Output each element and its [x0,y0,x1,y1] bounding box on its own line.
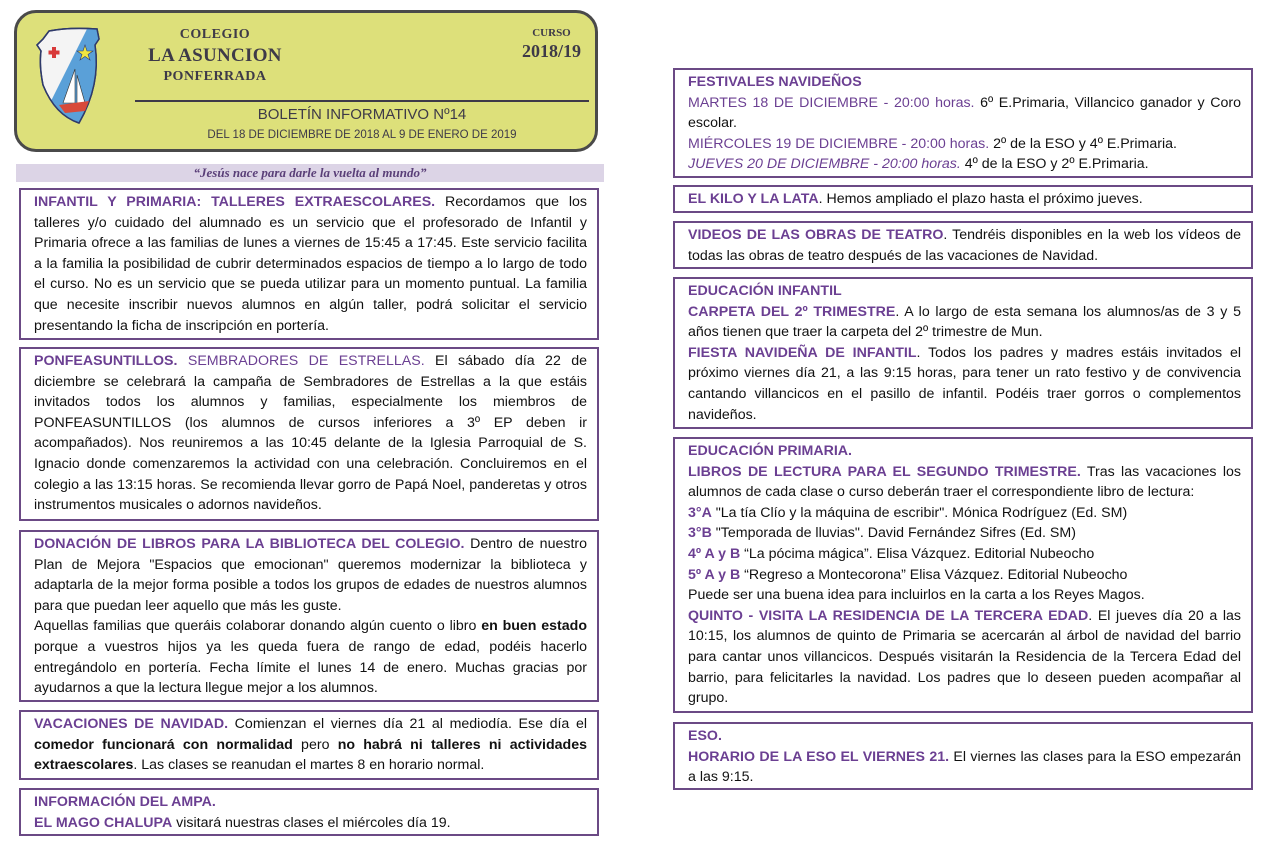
bold-text: no habrá ni talleres ni actividades extraescolares [34,736,587,774]
section-educacion-infantil [673,277,1253,429]
section-heading: INFORMACIÓN DEL AMPA. [34,794,216,810]
section-heading: FESTIVALES NAVIDEÑOS [688,74,862,90]
school-name-line2: LA ASUNCION [148,45,282,66]
section-heading: EL KILO Y LA LATA [688,191,819,207]
section-paragraph [34,616,587,698]
section-educacion-primaria [673,437,1253,713]
section-body: El viernes las clases para la ESO empezarán a las 9:15. [688,748,1241,786]
section-paragraph [34,813,587,834]
section-ponfeasuntillos [19,347,599,521]
section-paragraph [688,343,1241,425]
section-heading: EDUCACIÓN PRIMARIA. [688,443,852,459]
section-subheading: LIBROS DE LECTURA PARA EL SEGUNDO TRIMESTRE. [688,463,1081,480]
section-body: Comienzan el viernes día 21 al mediodía. Ese día el [228,716,587,732]
festival-event [688,154,1241,175]
section-heading: PONFEASUNTILLOS. [34,353,178,369]
section-heading: INFANTIL Y PRIMARIA: TALLERES EXTRAESCOLARES. [34,194,436,210]
section-body: . Las clases se reanudan el martes 8 en horario normal. [133,757,485,774]
section-subheading: EL MAGO CHALUPA [34,814,173,831]
section-subheading: HORARIO DE LA ESO EL VIERNES 21. [688,748,950,765]
bulletin-title: BOLETÍN INFORMATIVO Nº14 [257,106,467,123]
event-desc: 2º de la ESO y 4º E.Primaria. [989,135,1177,152]
course-block [522,27,581,62]
section-body: pero [292,736,338,753]
section-body: . Tendréis disponibles en la web los vídeos de todas las obras de teatro después de las vacaciones de Navidad. [688,227,1241,264]
book-item [688,523,1241,544]
event-date: MARTES 18 DE DICIEMBRE - 20:00 horas. [688,94,975,111]
event-desc: 4º de la ESO y 2º E.Primaria. [960,156,1149,173]
header-divider [135,100,589,102]
section-talleres [19,188,599,340]
section-body: visitará nuestras clases el miércoles día 19. [172,814,451,831]
section-subheading: SEMBRADORES DE ESTRELLAS. [177,353,425,369]
section-subheading: FIESTA NAVIDEÑA DE INFANTIL [688,344,917,361]
section-donacion-libros [19,530,599,702]
festival-event [688,134,1241,155]
section-body: El sábado día 22 de diciembre se celebrará la campaña de Sembradores de Estrellas a la que estáis invitados todos los alumnos y familias, especialmente los miembros de PONFEASUNTILLOS (los alumnos de cursos inferiores a 3º EP deben ir acompañados). Nos reuniremos a las 10:45 delante de la Iglesia Parroquial de S. Ignacio donde comenzaremos la actividad con una celebración. Concluiremos en el colegio a las 13:15 horas. Se recomienda llevar gorro de Papá Noel, panderetas y otros instrumentos musicales o adornos navideños. [34,353,587,514]
section-subheading: QUINTO - VISITA LA RESIDENCIA DE LA TERCERA EDAD [688,607,1089,624]
event-date: MIÉRCOLES 19 DE DICIEMBRE - 20:00 horas. [688,135,990,152]
school-shield-crest-icon [35,25,103,129]
section-vacaciones [19,710,599,780]
school-city: PONFERRADA [163,69,267,84]
section-body: Recordamos que los talleres y/o cuidado del alumnado es un servicio que el profesorado de Infantil y Primaria ofrece a las familias de lunes a viernes de 15:45 a 17:45. Este servicio facilita a la familia la posibilidad de cubrir determinados espacios de tiempo a lo largo de todo el curso. No es un servicio que se pueda utilizar para un momento puntual. La familia que necesite inscribir nuevos alumnos en algún taller, podrá solicitar el servicio presentando la ficha de inscripción en portería. [34,194,588,334]
book-title: “Regreso a Montecorona” Elisa Vázquez. Editorial Nubeocho [740,566,1128,583]
section-heading: DONACIÓN DE LIBROS PARA LA BIBLIOTECA DEL COLEGIO. [34,536,465,552]
reyes-note: Puede ser una buena idea para incluirlos en la carta a los Reyes Magos. [688,587,1145,604]
newsletter-header [14,10,598,152]
section-festivales [673,68,1253,178]
book-grade: 4º A y B [688,545,741,562]
section-body: . A lo largo de esta semana los alumnos/as de 3 y 5 años tienen que traer la carpeta del 2º trimestre de Mun. [688,303,1241,341]
book-title: “La pócima mágica”. Elisa Vázquez. Editorial Nubeocho [740,545,1095,562]
festival-event [688,93,1241,134]
course-label: CURSO [532,27,571,39]
book-grade: 5º A y B [688,566,741,583]
section-paragraph [688,747,1241,788]
paragraph-text: Aquellas familias que queráis colaborar donando algún cuento o libro [34,618,482,635]
bold-text: en buen estado [481,618,587,635]
section-ampa [19,788,599,836]
section-heading: ESO. [688,728,722,744]
book-title: "La tía Clío y la máquina de escribir". Mónica Rodríguez (Ed. SM) [711,504,1128,521]
section-heading: VACACIONES DE NAVIDAD. [34,716,229,732]
book-item [688,565,1241,586]
bold-text: comedor funcionará con normalidad [34,736,293,753]
paragraph-text: porque a vuestros hijos ya les queda fuera de rango de edad, podéis hacerlo entregándolo en portería. Fecha límite el lunes 14 de enero. Muchas gracias por ayudarnos a que la lectura llegue mejor a los alumnos. [34,638,587,697]
section-paragraph [688,302,1241,343]
section-eso [673,722,1253,790]
section-subheading: CARPETA DEL 2º TRIMESTRE [688,303,896,320]
section-body: Tras las vacaciones los alumnos de cada clase o curso deberán traer el correspondiente libro de lectura: [688,463,1241,501]
section-paragraph [688,606,1241,709]
book-item [688,503,1241,524]
book-title: "Temporada de lluvias". David Fernández Sifres (Ed. SM) [711,525,1076,542]
section-body: . Hemos ampliado el plazo hasta el próximo jueves. [818,191,1143,207]
event-desc: 6º E.Primaria, Villancico ganador y Coro escolar. [688,94,1241,132]
book-grade: 3°A [688,504,712,521]
school-name-line1: COLEGIO [179,27,251,42]
section-videos-teatro [673,221,1253,269]
motto-banner: “Jesús nace para darle la vuelta al mundo” [16,164,604,182]
book-item [688,544,1241,565]
school-name-block [135,27,295,85]
event-date: JUEVES 20 DE DICIEMBRE - 20:00 horas. [688,156,961,173]
course-value: 2018/19 [521,41,581,61]
section-body: . Todos los padres y madres estáis invitados el próximo viernes día 21, a las 9:15 horas, para tener un rato festivo y de convivencia cantando villancicos en el pasillo de infantil. Podéis traer gorros o complementos navideños. [688,344,1241,423]
book-grade: 3°B [688,525,712,542]
section-heading: EDUCACIÓN INFANTIL [688,283,842,299]
section-heading: VIDEOS DE LAS OBRAS DE TEATRO [688,227,944,243]
section-kilo-lata [673,185,1253,213]
section-body: Dentro de nuestro Plan de Mejora "Espacios que emocionan" queremos modernizar la biblioteca y adaptarla de la mejor forma posible a todos los grupos de edades de nuestros alumnos para que puedan leer aquello que más les guste. [34,536,587,614]
bulletin-date-range: DEL 18 DE DICIEMBRE DE 2018 AL 9 DE ENERO DE 2019 [207,129,517,141]
section-paragraph [688,462,1241,503]
section-body: . El jueves día 20 a las 10:15, los alumnos de quinto de Primaria se acercarán al árbol de navidad del barrio para cantar unos villancicos. Después visitarán la Residencia de la Tercera Edad del barrio, para felicitarles la navidad. Los padres que lo deseen pueden acompañar al grupo. [688,607,1242,707]
